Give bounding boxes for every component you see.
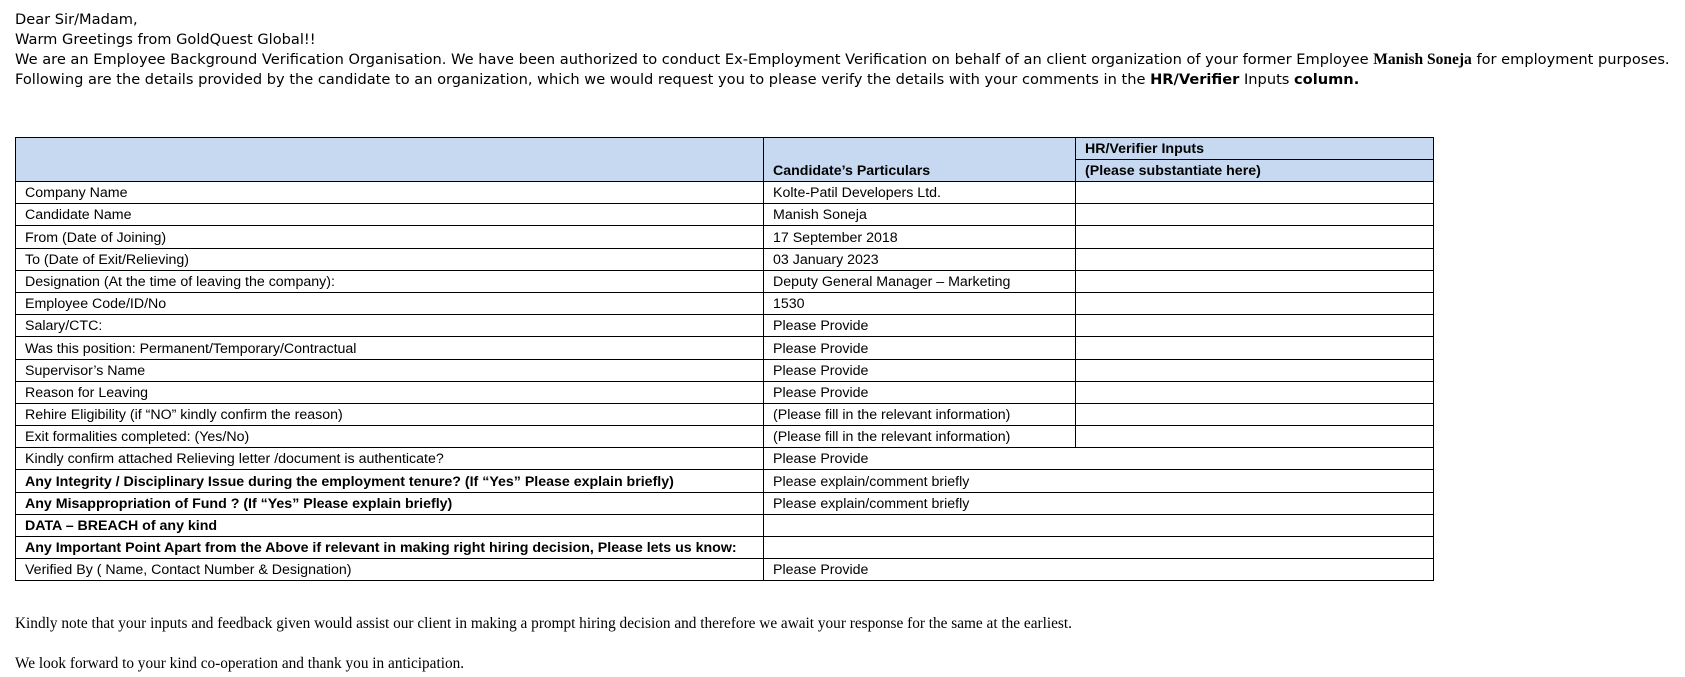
row-label: Supervisor’s Name	[16, 359, 764, 381]
table-row	[16, 270, 1434, 292]
table-header-row-1	[16, 138, 1434, 160]
table-row-extra	[16, 470, 1434, 492]
row-label: Verified By ( Name, Contact Number & Designation)	[16, 559, 764, 581]
table-row	[16, 426, 1434, 448]
employee-name: Manish Soneja	[1373, 51, 1472, 68]
row-value: 17 September 2018	[764, 226, 1076, 248]
row-hr-input[interactable]	[1076, 359, 1434, 381]
row-hr-input[interactable]	[1076, 292, 1434, 314]
row-hr-input[interactable]	[1076, 337, 1434, 359]
row-value: 1530	[764, 292, 1076, 314]
greeting: Dear Sir/Madam,	[15, 11, 138, 28]
row-value[interactable]: Please Provide	[764, 559, 1434, 581]
header-blank-cell-3	[16, 160, 764, 182]
row-label: Designation (At the time of leaving the company):	[16, 270, 764, 292]
verification-table	[15, 137, 1434, 581]
intro-line-2-mid: Inputs	[1239, 71, 1295, 88]
row-hr-input[interactable]	[1076, 403, 1434, 425]
row-value: Please Provide	[764, 315, 1076, 337]
row-value: Deputy General Manager – Marketing	[764, 270, 1076, 292]
row-label: Reason for Leaving	[16, 381, 764, 403]
table-row	[16, 292, 1434, 314]
row-hr-input[interactable]	[1076, 426, 1434, 448]
row-label: Any Integrity / Disciplinary Issue during the employment tenure? (If “Yes” Please explain briefly)	[16, 470, 764, 492]
row-hr-input[interactable]	[1076, 204, 1434, 226]
intro-line-2	[15, 70, 1670, 90]
header-blank-cell-1	[16, 138, 764, 160]
row-value: (Please fill in the relevant information)	[764, 426, 1076, 448]
table-row-extra	[16, 448, 1434, 470]
table-row-extra	[16, 559, 1434, 581]
intro-line-1-end: for employment purposes.	[1471, 51, 1670, 68]
row-value[interactable]: Please explain/comment briefly	[764, 470, 1434, 492]
column-emphasis: column.	[1294, 71, 1360, 88]
table-header-row-2	[16, 160, 1434, 182]
header-blank-cell-2	[764, 138, 1076, 160]
table-row	[16, 204, 1434, 226]
intro-line-1	[15, 50, 1670, 70]
row-hr-input[interactable]	[1076, 182, 1434, 204]
table-row	[16, 359, 1434, 381]
row-value[interactable]	[764, 514, 1434, 536]
table-row	[16, 315, 1434, 337]
table-row	[16, 248, 1434, 270]
table-row	[16, 381, 1434, 403]
row-hr-input[interactable]	[1076, 226, 1434, 248]
row-label: Any Important Point Apart from the Above if relevant in making right hiring decision, Please lets us know:	[16, 537, 764, 559]
row-label: Company Name	[16, 182, 764, 204]
row-label: To (Date of Exit/Relieving)	[16, 248, 764, 270]
table-row	[16, 337, 1434, 359]
footer-closing: We look forward to your kind co-operation and thank you in anticipation.	[15, 655, 465, 672]
row-hr-input[interactable]	[1076, 381, 1434, 403]
header-substantiate: (Please substantiate here)	[1076, 160, 1434, 182]
row-value[interactable]: Please Provide	[764, 448, 1434, 470]
header-hr-inputs: HR/Verifier Inputs	[1076, 138, 1434, 160]
row-value: Please Provide	[764, 381, 1076, 403]
table-row-extra	[16, 537, 1434, 559]
row-label: DATA – BREACH of any kind	[16, 514, 764, 536]
row-value: (Please fill in the relevant information)	[764, 403, 1076, 425]
row-value: Kolte-Patil Developers Ltd.	[764, 182, 1076, 204]
row-hr-input[interactable]	[1076, 270, 1434, 292]
row-value[interactable]	[764, 537, 1434, 559]
row-label: Employee Code/ID/No	[16, 292, 764, 314]
table-row-extra	[16, 492, 1434, 514]
table-row	[16, 182, 1434, 204]
row-value: Please Provide	[764, 337, 1076, 359]
row-label: Was this position: Permanent/Temporary/Contractual	[16, 337, 764, 359]
row-hr-input[interactable]	[1076, 248, 1434, 270]
row-label: Candidate Name	[16, 204, 764, 226]
row-hr-input[interactable]	[1076, 315, 1434, 337]
row-value: Please Provide	[764, 359, 1076, 381]
header-candidate-particulars: Candidate’s Particulars	[764, 160, 1076, 182]
row-value: 03 January 2023	[764, 248, 1076, 270]
hr-verifier-emphasis: HR/Verifier	[1150, 71, 1240, 88]
letter-intro	[15, 10, 1670, 90]
row-label: From (Date of Joining)	[16, 226, 764, 248]
intro-line-1-start: We are an Employee Background Verification Organisation. We have been authorized to conduct Ex-Employment Verification on behalf of an client organization of your former Employee	[15, 51, 1374, 68]
footer-note: Kindly note that your inputs and feedback given would assist our client in making a prompt hiring decision and therefore we await your response for the same at the earliest.	[15, 615, 1072, 632]
table-row	[16, 403, 1434, 425]
row-label: Any Misappropriation of Fund ? (If “Yes” Please explain briefly)	[16, 492, 764, 514]
table-row	[16, 226, 1434, 248]
row-label: Rehire Eligibility (if “NO” kindly confirm the reason)	[16, 403, 764, 425]
row-label: Kindly confirm attached Relieving letter /document is authenticate?	[16, 448, 764, 470]
intro-line-2-start: Following are the details provided by the candidate to an organization, which we would request you to please verify the details with your comments in the	[15, 71, 1151, 88]
table-row-extra	[16, 514, 1434, 536]
row-value: Manish Soneja	[764, 204, 1076, 226]
row-label: Salary/CTC:	[16, 315, 764, 337]
row-value[interactable]: Please explain/comment briefly	[764, 492, 1434, 514]
row-label: Exit formalities completed: (Yes/No)	[16, 426, 764, 448]
warm-greetings: Warm Greetings from GoldQuest Global!!	[15, 31, 316, 48]
